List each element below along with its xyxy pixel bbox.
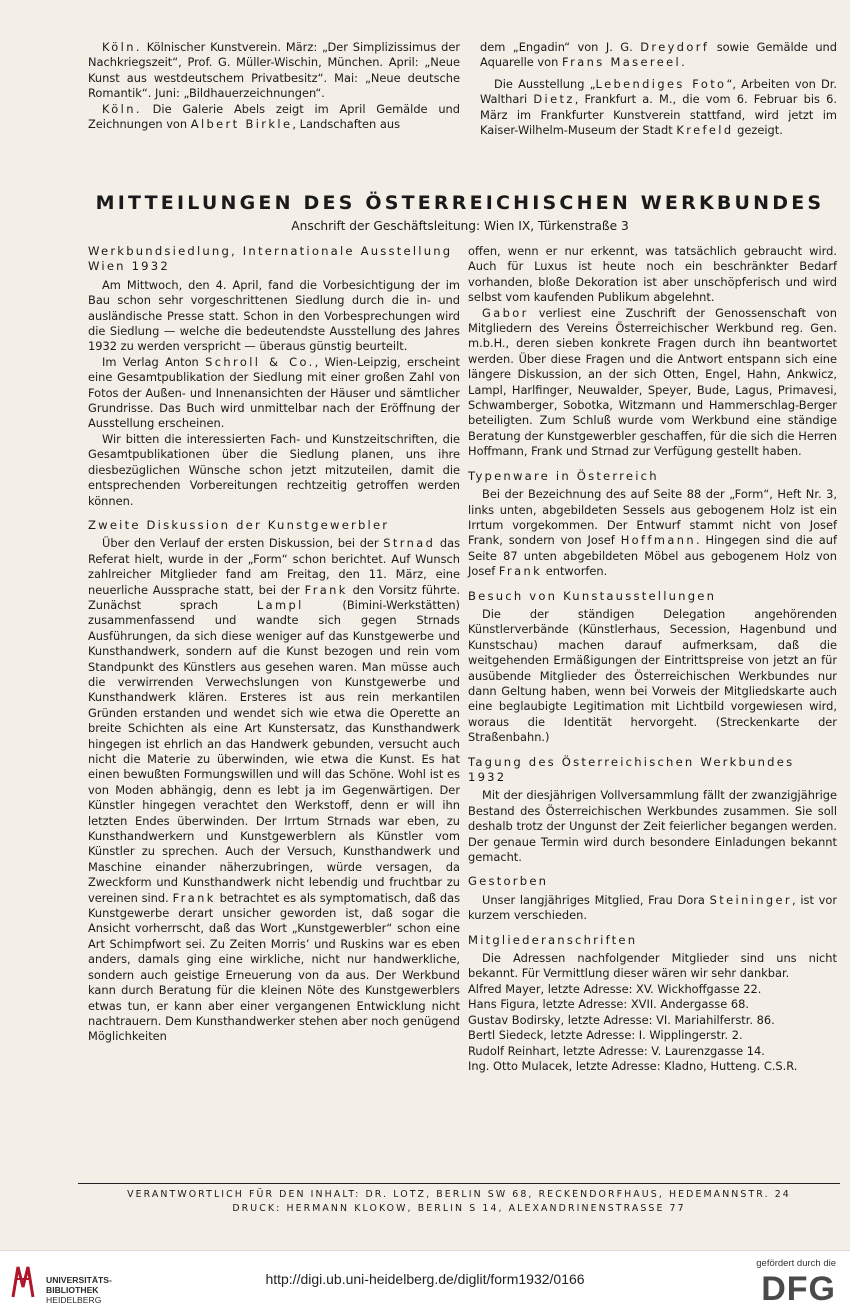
imprint-line: VERANTWORTLICH FÜR DEN INHALT: DR. LOTZ, BERLIN SW 68, RECKENDORFHAUS, HEDEMANNSTR. 24 bbox=[127, 1189, 791, 1200]
paragraph: Am Mittwoch, den 4. April, fand die Vorbesichtigung der im Bau schon sehr vorgeschrittenen Siedlung durch die in- und ausländische Presse statt. Schon in den Vorbesprechungen wird die Siedlung — welche die bedeutendste Ausstellung des Jahres 1932 zu werden verspricht — überaus günstig beurteilt. bbox=[88, 277, 460, 354]
dfg-logo[interactable]: DFG bbox=[761, 1270, 836, 1308]
paragraph: Bei der Bezeichnung des auf Seite 88 der „Form“, Heft Nr. 3, links unten, abgebildeten Sessels aus gebogenem Holz ist ein Irrtum vorgekommen. Der Entwurf stammt nicht von Josef Frank, sondern von Josef Hoffmann. Hingegen sind die auf Seite 87 unten abgebildeten Möbel aus gebogenem Holz von Josef Frank entworfen. bbox=[468, 487, 837, 579]
paragraph: Köln. Kölnischer Kunstverein. März: „Der Simplizissimus der Nachkriegszeit“, Prof. G. Müller-Wischin, München. April: „Neue Kunst aus westdeutschem Privatbesitz“. Mai: „Neue deutsche Romantik“. Juni: „Bildhauerzeichnungen“. bbox=[88, 40, 461, 101]
paragraph: Die Adressen nachfolgender Mitglieder sind uns nicht bekannt. Für Vermittlung dieser wären wir sehr dankbar. bbox=[468, 951, 837, 981]
imprint-line: DRUCK: HERMANN KLOKOW, BERLIN S 14, ALEXANDRINENSTRASSE 77 bbox=[232, 1203, 686, 1214]
address-line: Anschrift der Geschäftsleitung: Wien IX, Türkenstraße 3 bbox=[291, 219, 629, 233]
section-heading: Typenware in Österreich bbox=[468, 468, 659, 483]
top-right-column bbox=[480, 40, 837, 138]
permalink-url[interactable]: http://digi.ub.uni-heidelberg.de/diglit/form1932/0166 bbox=[265, 1271, 585, 1287]
top-left-column bbox=[88, 40, 460, 132]
paragraph: offen, wenn er nur erkennt, was tatsächlich gebraucht wird. Auch für Luxus ist heute noch ein beschränkter Bedarf vorhanden, bloße Dekoration ist aber unschöpferisch und wird selbst vom kaufenden Publikum abgelehnt. bbox=[468, 244, 837, 305]
section-heading: Besuch von Kunstausstellungen bbox=[468, 588, 717, 603]
paragraph: Köln. Die Galerie Abels zeigt im April Gemälde und Zeichnungen von Albert Birkle, Landschaften aus bbox=[88, 101, 460, 132]
paragraph: dem „Engadin“ von J. G. Dreydorf sowie Gemälde und Aquarelle von Frans Masereel. bbox=[480, 40, 838, 70]
paragraph: Gabor verliest eine Zuschrift der Genossenschaft von Mitgliedern des Vereins Österreichischer Werkbund reg. Gen. m.b.H., deren sieben konkrete Fragen durch ihn beantwortet werden. Über diese Fragen und die Antwort entspann sich eine längere Diskussion, an der sich Otten, Engel, Hahn, Ankwicz, Lampl, Harlfinger, Neuwalder, Speyer, Bude, Lagus, Primavesi, Schwamberger, Sobotka, Witzmann und Hammerschlag-Berger beteiligten. Zum Schluß wurde vom Werkbund eine ständige Beratung der Kunstgewerbler geschaffen, für die sich die Herren Hoffmann, Frank und Strnad zur Verfügung gestellt haben. bbox=[468, 305, 837, 459]
right-column bbox=[468, 244, 837, 1074]
imprint-footer bbox=[78, 1188, 840, 1216]
paragraph: Unser langjähriges Mitglied, Frau Dora Steininger, ist vor kurzem verschieden. bbox=[468, 892, 838, 923]
section-heading: Werkbundsiedlung, Internationale Ausstellung Wien 1932 bbox=[88, 244, 453, 274]
viewer-bottom-bar bbox=[0, 1250, 850, 1314]
funding-note: gefördert durch die bbox=[756, 1258, 836, 1269]
paragraph: Die der ständigen Delegation angehörenden Künstlerverbände (Künstlerhaus, Secession, Hagenbund und Kunstschau) machen darauf aufmerksam, daß die weitgehenden Ermäßigungen der Eintrittspreise von jetzt an für ausübende Mitglieder des Österreichischen Werkbundes nur dann Geltung haben, wenn bei Vorweis der Mitgliedskarte auch eine beglaubigte Legitimation mit Lichtbild vorgewiesen wird, woraus die Identität hervorgeht. (Streckenkarte der Straßenbahn.) bbox=[468, 606, 837, 745]
library-name: UNIVERSITÄTS- BIBLIOTHEK HEIDELBERG bbox=[46, 1275, 112, 1305]
address-line: Alfred Mayer, letzte Adresse: XV. Wickhoffgasse 22. bbox=[468, 981, 762, 996]
address-line: Rudolf Reinhart, letzte Adresse: V. Laurenzgasse 14. bbox=[468, 1043, 765, 1058]
left-column bbox=[88, 244, 460, 1045]
section-header bbox=[80, 192, 840, 233]
section-heading: Zweite Diskussion der Kunstgewerbler bbox=[88, 517, 390, 532]
paragraph: Die Ausstellung „Lebendiges Foto“, Arbeiten von Dr. Walthari Dietz, Frankfurt a. M., die vom 6. Februar bis 6. März im Frankfurter Kunstverein stattfand, wird jetzt im Kaiser-Wilhelm-Museum der Stadt Krefeld gezeigt. bbox=[480, 76, 837, 138]
section-heading: Tagung des Österreichischen Werkbundes 1932 bbox=[468, 754, 795, 784]
address-line: Hans Figura, letzte Adresse: XVII. Andergasse 68. bbox=[468, 997, 749, 1012]
address-line: Bertl Siedeck, letzte Adresse: I. Wipplingerstr. 2. bbox=[468, 1028, 743, 1043]
paragraph: Über den Verlauf der ersten Diskussion, bei der Strnad das Referat hielt, wurde in der „Form“ schon berichtet. Auf Wunsch zahlreicher Mitglieder fand am Freitag, den 11. März, eine neuerliche Aussprache statt, bei der Frank den Vorsitz führte. Zunächst sprach Lampl (Bimini-Werkstätten) zusammenfassend und wandte sich gegen Strnads Ausführungen, da sich diese weniger auf das Kunstgewerbe und Kunsthandwerk, sondern auf die Kunst bezogen und rein vom Standpunkt des Künstlers aus gesehen waren. Man müsse auch die verwirrenden Verwechslungen von Kunstgewerbe und Kunsthandwerk klären. Ersteres ist aus rein merkantilen Gründen erstanden und wendet sich wie etwa die Operette an breite Schichten als eine Art Kunstersatz, das Kunsthandwerk hingegen ist ehrlich an das Handwerk gebunden, versucht auch nicht die Materie zu überwinden, wie etwa die Kunst. Es hat einen bewußten Formungswillen und will das Schöne. Wohl ist es von Moden abhängig, denn es lebt ja im Gegenwärtigen. Der Künstler hingegen verachtet den Werkstoff, denn er will ihn letzten Endes überwinden. Der Irrtum Strnads war eben, zu Kunsthandwerkern und Kunstgewerblern als Künstler vom Künstler zu sprechen. Auch der Versuch, Kunsthandwerk und Maschine einander näherzubringen, würde versagen, da Zweckform und Kunsthandwerk nicht lebendig und fruchtbar zu vereinen sind. Frank betrachtet es als symptomatisch, daß das Kunstgewerbe derart unsicher geworden ist, daß sogar die Ansicht vorherrscht, daß das Wort „Kunstgewerbler“ schon eine Art Schimpfwort sei. Zu Zeiten Morris’ und Ruskins war es eben anders, damals ging eine wirkliche, nicht nur handwerkliche, sondern auch geistige Erneuerung von da aus. Der Werkbund kann durch Beratung für die kleinen Nöte des Kunstgewerblers etwas tun, er kann aber einer vergangenen Entwicklung nicht nachtrauern. Dem Kunsthandwerker stehen aber noch genügend Möglichkeiten bbox=[88, 536, 461, 1044]
address-line: Gustav Bodirsky, letzte Adresse: VI. Mariahilferstr. 86. bbox=[468, 1012, 775, 1027]
page-title: MITTEILUNGEN DES ÖSTERREICHISCHEN WERKBUNDES bbox=[95, 192, 825, 214]
paragraph: Wir bitten die interessierten Fach- und Kunstzeitschriften, die Gesamtpublikationen über die Siedlung planen, uns ihre diesbezüglichen Wünsche schon jetzt mitzuteilen, damit die entsprechenden Vorbereitungen rechtzeitig getroffen werden können. bbox=[88, 431, 460, 508]
section-heading: Mitgliederanschriften bbox=[468, 932, 638, 947]
address-line: Ing. Otto Mulacek, letzte Adresse: Kladno, Hutteng. C.S.R. bbox=[468, 1058, 798, 1073]
paragraph: Im Verlag Anton Schroll & Co., Wien-Leipzig, erscheint eine Gesamtpublikation der Siedlung mit einer großen Zahl von Fotos der Außen- und Innenansichten der Häuser und sämtlicher Grundrisse. Das Buch wird unmittelbar nach der Eröffnung der Ausstellung erscheinen. bbox=[88, 354, 460, 431]
footer-divider bbox=[78, 1183, 840, 1184]
section-heading: Gestorben bbox=[468, 874, 549, 889]
paragraph: Mit der diesjährigen Vollversammlung fällt der zwanzigjährige Bestand des Österreichischen Werkbundes zusammen. Sie soll deshalb trotz der Ungunst der Zeit feierlicher begangen werden. Der genaue Termin wird durch besondere Einladungen bekannt gemacht. bbox=[468, 788, 837, 865]
